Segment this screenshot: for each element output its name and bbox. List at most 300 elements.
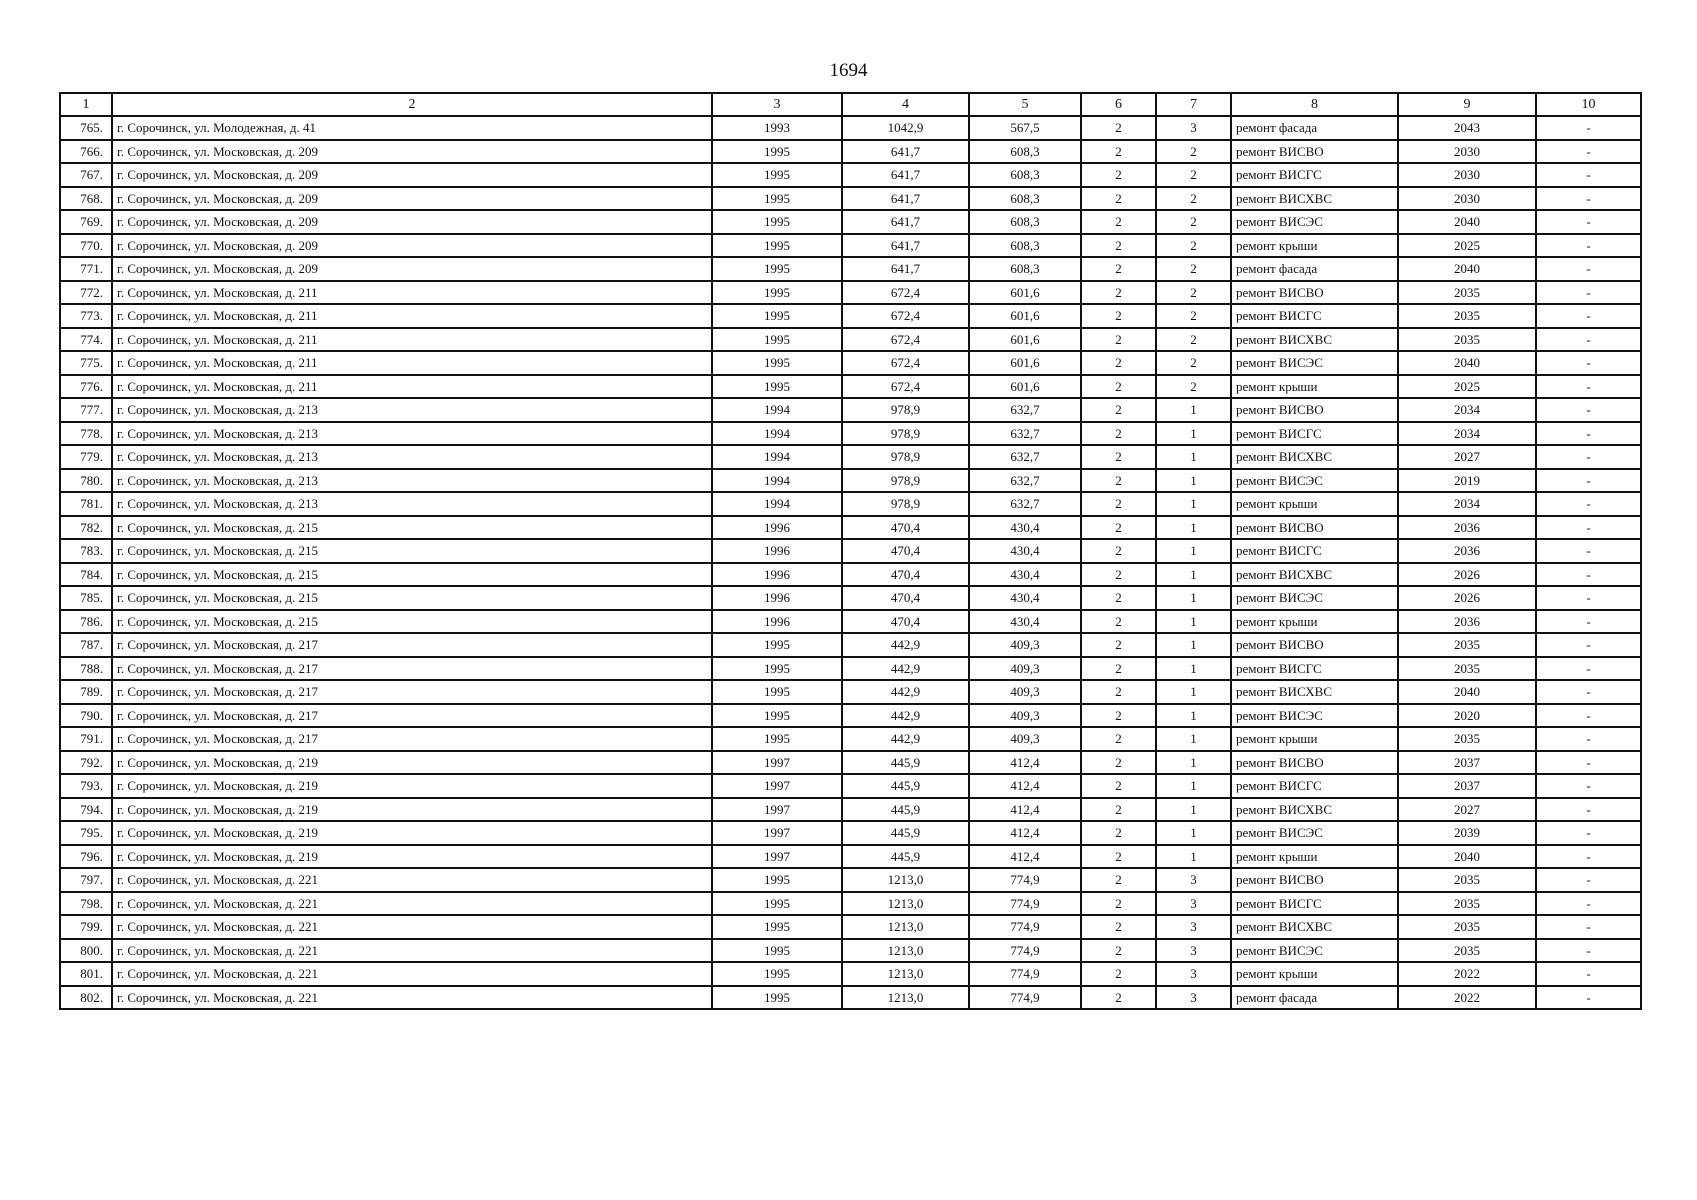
work-type-cell: ремонт ВИСХВС [1231, 563, 1398, 587]
floors-cell: 2 [1081, 868, 1156, 892]
living-area-cell: 567,5 [969, 116, 1081, 140]
build-year-cell: 1995 [712, 727, 842, 751]
build-year-cell: 1995 [712, 304, 842, 328]
build-year-cell: 1995 [712, 657, 842, 681]
entrances-cell: 2 [1156, 375, 1231, 399]
deadline-year-cell: 2022 [1398, 986, 1536, 1010]
row-number-cell: 780. [60, 469, 112, 493]
living-area-cell: 632,7 [969, 469, 1081, 493]
note-cell: - [1536, 398, 1641, 422]
floors-cell: 2 [1081, 986, 1156, 1010]
row-number-cell: 775. [60, 351, 112, 375]
address-cell: г. Сорочинск, ул. Московская, д. 209 [112, 257, 712, 281]
deadline-year-cell: 2040 [1398, 351, 1536, 375]
build-year-cell: 1996 [712, 610, 842, 634]
table-row [60, 633, 1641, 657]
total-area-cell: 445,9 [842, 751, 969, 775]
note-cell: - [1536, 915, 1641, 939]
column-header: 6 [1081, 93, 1156, 116]
work-type-cell: ремонт фасада [1231, 986, 1398, 1010]
row-number-cell: 783. [60, 539, 112, 563]
row-number-cell: 801. [60, 962, 112, 986]
build-year-cell: 1995 [712, 915, 842, 939]
entrances-cell: 1 [1156, 704, 1231, 728]
floors-cell: 2 [1081, 727, 1156, 751]
build-year-cell: 1995 [712, 986, 842, 1010]
work-type-cell: ремонт фасада [1231, 257, 1398, 281]
floors-cell: 2 [1081, 234, 1156, 258]
row-number-cell: 787. [60, 633, 112, 657]
total-area-cell: 442,9 [842, 704, 969, 728]
floors-cell: 2 [1081, 516, 1156, 540]
note-cell: - [1536, 234, 1641, 258]
build-year-cell: 1994 [712, 398, 842, 422]
table-row [60, 281, 1641, 305]
deadline-year-cell: 2026 [1398, 586, 1536, 610]
living-area-cell: 412,4 [969, 751, 1081, 775]
table-row [60, 845, 1641, 869]
address-cell: г. Сорочинск, ул. Московская, д. 217 [112, 727, 712, 751]
table-row [60, 892, 1641, 916]
living-area-cell: 774,9 [969, 939, 1081, 963]
note-cell: - [1536, 774, 1641, 798]
address-cell: г. Сорочинск, ул. Московская, д. 209 [112, 140, 712, 164]
living-area-cell: 608,3 [969, 187, 1081, 211]
work-type-cell: ремонт ВИСГС [1231, 657, 1398, 681]
address-cell: г. Сорочинск, ул. Московская, д. 213 [112, 492, 712, 516]
build-year-cell: 1995 [712, 962, 842, 986]
work-type-cell: ремонт ВИСВО [1231, 398, 1398, 422]
total-area-cell: 641,7 [842, 257, 969, 281]
work-type-cell: ремонт ВИСХВС [1231, 445, 1398, 469]
floors-cell: 2 [1081, 962, 1156, 986]
build-year-cell: 1995 [712, 210, 842, 234]
work-type-cell: ремонт крыши [1231, 234, 1398, 258]
note-cell: - [1536, 469, 1641, 493]
work-type-cell: ремонт ВИСЭС [1231, 704, 1398, 728]
column-header: 10 [1536, 93, 1641, 116]
work-type-cell: ремонт крыши [1231, 492, 1398, 516]
address-cell: г. Сорочинск, ул. Московская, д. 209 [112, 187, 712, 211]
row-number-cell: 765. [60, 116, 112, 140]
entrances-cell: 1 [1156, 680, 1231, 704]
build-year-cell: 1995 [712, 351, 842, 375]
address-cell: г. Сорочинск, ул. Московская, д. 219 [112, 821, 712, 845]
build-year-cell: 1995 [712, 328, 842, 352]
table-row [60, 915, 1641, 939]
row-number-cell: 773. [60, 304, 112, 328]
table-row [60, 328, 1641, 352]
work-type-cell: ремонт крыши [1231, 610, 1398, 634]
deadline-year-cell: 2043 [1398, 116, 1536, 140]
row-number-cell: 800. [60, 939, 112, 963]
floors-cell: 2 [1081, 187, 1156, 211]
address-cell: г. Сорочинск, ул. Московская, д. 215 [112, 539, 712, 563]
address-cell: г. Сорочинск, ул. Московская, д. 221 [112, 892, 712, 916]
table-row [60, 516, 1641, 540]
row-number-cell: 791. [60, 727, 112, 751]
note-cell: - [1536, 986, 1641, 1010]
row-number-cell: 781. [60, 492, 112, 516]
total-area-cell: 442,9 [842, 727, 969, 751]
living-area-cell: 774,9 [969, 915, 1081, 939]
build-year-cell: 1995 [712, 375, 842, 399]
note-cell: - [1536, 116, 1641, 140]
build-year-cell: 1996 [712, 516, 842, 540]
row-number-cell: 767. [60, 163, 112, 187]
living-area-cell: 601,6 [969, 281, 1081, 305]
deadline-year-cell: 2040 [1398, 210, 1536, 234]
total-area-cell: 641,7 [842, 163, 969, 187]
table-row [60, 939, 1641, 963]
deadline-year-cell: 2019 [1398, 469, 1536, 493]
note-cell: - [1536, 680, 1641, 704]
floors-cell: 2 [1081, 469, 1156, 493]
note-cell: - [1536, 351, 1641, 375]
note-cell: - [1536, 516, 1641, 540]
table-row [60, 539, 1641, 563]
total-area-cell: 672,4 [842, 351, 969, 375]
address-cell: г. Сорочинск, ул. Московская, д. 219 [112, 845, 712, 869]
total-area-cell: 978,9 [842, 469, 969, 493]
row-number-cell: 799. [60, 915, 112, 939]
note-cell: - [1536, 163, 1641, 187]
living-area-cell: 409,3 [969, 633, 1081, 657]
deadline-year-cell: 2030 [1398, 187, 1536, 211]
work-type-cell: ремонт ВИСЭС [1231, 586, 1398, 610]
column-header: 9 [1398, 93, 1536, 116]
work-type-cell: ремонт ВИСВО [1231, 633, 1398, 657]
register-table [59, 92, 1642, 1010]
table-row [60, 657, 1641, 681]
entrances-cell: 2 [1156, 210, 1231, 234]
floors-cell: 2 [1081, 821, 1156, 845]
total-area-cell: 672,4 [842, 375, 969, 399]
row-number-cell: 782. [60, 516, 112, 540]
page-number: 1694 [829, 60, 868, 81]
column-header: 5 [969, 93, 1081, 116]
table-row [60, 727, 1641, 751]
work-type-cell: ремонт ВИСЭС [1231, 821, 1398, 845]
living-area-cell: 774,9 [969, 986, 1081, 1010]
row-number-cell: 771. [60, 257, 112, 281]
note-cell: - [1536, 633, 1641, 657]
total-area-cell: 470,4 [842, 516, 969, 540]
note-cell: - [1536, 492, 1641, 516]
living-area-cell: 608,3 [969, 163, 1081, 187]
table-row [60, 210, 1641, 234]
row-number-cell: 788. [60, 657, 112, 681]
deadline-year-cell: 2034 [1398, 398, 1536, 422]
total-area-cell: 470,4 [842, 539, 969, 563]
table-row [60, 351, 1641, 375]
living-area-cell: 601,6 [969, 375, 1081, 399]
address-cell: г. Сорочинск, ул. Московская, д. 213 [112, 398, 712, 422]
build-year-cell: 1996 [712, 539, 842, 563]
table-row [60, 422, 1641, 446]
address-cell: г. Сорочинск, ул. Московская, д. 217 [112, 657, 712, 681]
floors-cell: 2 [1081, 445, 1156, 469]
table-row [60, 445, 1641, 469]
table-row [60, 163, 1641, 187]
note-cell: - [1536, 563, 1641, 587]
work-type-cell: ремонт ВИСХВС [1231, 328, 1398, 352]
total-area-cell: 641,7 [842, 140, 969, 164]
table-row [60, 187, 1641, 211]
living-area-cell: 608,3 [969, 234, 1081, 258]
entrances-cell: 3 [1156, 915, 1231, 939]
total-area-cell: 1213,0 [842, 892, 969, 916]
address-cell: г. Сорочинск, ул. Московская, д. 215 [112, 610, 712, 634]
address-cell: г. Сорочинск, ул. Московская, д. 219 [112, 751, 712, 775]
row-number-cell: 789. [60, 680, 112, 704]
row-number-cell: 794. [60, 798, 112, 822]
row-number-cell: 802. [60, 986, 112, 1010]
floors-cell: 2 [1081, 257, 1156, 281]
row-number-cell: 786. [60, 610, 112, 634]
note-cell: - [1536, 798, 1641, 822]
entrances-cell: 1 [1156, 586, 1231, 610]
note-cell: - [1536, 751, 1641, 775]
note-cell: - [1536, 187, 1641, 211]
deadline-year-cell: 2034 [1398, 492, 1536, 516]
floors-cell: 2 [1081, 281, 1156, 305]
living-area-cell: 632,7 [969, 422, 1081, 446]
total-area-cell: 641,7 [842, 187, 969, 211]
deadline-year-cell: 2039 [1398, 821, 1536, 845]
build-year-cell: 1994 [712, 422, 842, 446]
entrances-cell: 3 [1156, 868, 1231, 892]
note-cell: - [1536, 727, 1641, 751]
total-area-cell: 442,9 [842, 680, 969, 704]
entrances-cell: 1 [1156, 563, 1231, 587]
address-cell: г. Сорочинск, ул. Московская, д. 215 [112, 586, 712, 610]
deadline-year-cell: 2037 [1398, 751, 1536, 775]
work-type-cell: ремонт крыши [1231, 845, 1398, 869]
floors-cell: 2 [1081, 492, 1156, 516]
column-header: 4 [842, 93, 969, 116]
table-row [60, 821, 1641, 845]
build-year-cell: 1995 [712, 163, 842, 187]
living-area-cell: 430,4 [969, 539, 1081, 563]
total-area-cell: 672,4 [842, 304, 969, 328]
build-year-cell: 1995 [712, 234, 842, 258]
entrances-cell: 2 [1156, 281, 1231, 305]
living-area-cell: 412,4 [969, 798, 1081, 822]
build-year-cell: 1995 [712, 633, 842, 657]
build-year-cell: 1995 [712, 680, 842, 704]
address-cell: г. Сорочинск, ул. Московская, д. 217 [112, 704, 712, 728]
note-cell: - [1536, 375, 1641, 399]
entrances-cell: 3 [1156, 962, 1231, 986]
work-type-cell: ремонт ВИСВО [1231, 868, 1398, 892]
floors-cell: 2 [1081, 845, 1156, 869]
build-year-cell: 1995 [712, 187, 842, 211]
address-cell: г. Сорочинск, ул. Московская, д. 211 [112, 281, 712, 305]
table-row [60, 680, 1641, 704]
address-cell: г. Сорочинск, ул. Молодежная, д. 41 [112, 116, 712, 140]
living-area-cell: 774,9 [969, 892, 1081, 916]
row-number-cell: 784. [60, 563, 112, 587]
entrances-cell: 1 [1156, 633, 1231, 657]
address-cell: г. Сорочинск, ул. Московская, д. 211 [112, 328, 712, 352]
build-year-cell: 1995 [712, 892, 842, 916]
total-area-cell: 442,9 [842, 633, 969, 657]
entrances-cell: 1 [1156, 516, 1231, 540]
build-year-cell: 1996 [712, 586, 842, 610]
entrances-cell: 1 [1156, 845, 1231, 869]
floors-cell: 2 [1081, 680, 1156, 704]
total-area-cell: 1213,0 [842, 868, 969, 892]
floors-cell: 2 [1081, 798, 1156, 822]
total-area-cell: 1213,0 [842, 962, 969, 986]
row-number-cell: 790. [60, 704, 112, 728]
table-body [60, 116, 1641, 1009]
row-number-cell: 796. [60, 845, 112, 869]
row-number-cell: 772. [60, 281, 112, 305]
floors-cell: 2 [1081, 610, 1156, 634]
row-number-cell: 766. [60, 140, 112, 164]
row-number-cell: 774. [60, 328, 112, 352]
work-type-cell: ремонт ВИСГС [1231, 422, 1398, 446]
table-row [60, 962, 1641, 986]
living-area-cell: 632,7 [969, 492, 1081, 516]
total-area-cell: 978,9 [842, 445, 969, 469]
deadline-year-cell: 2035 [1398, 892, 1536, 916]
floors-cell: 2 [1081, 351, 1156, 375]
note-cell: - [1536, 328, 1641, 352]
deadline-year-cell: 2027 [1398, 798, 1536, 822]
deadline-year-cell: 2020 [1398, 704, 1536, 728]
deadline-year-cell: 2035 [1398, 939, 1536, 963]
row-number-cell: 769. [60, 210, 112, 234]
note-cell: - [1536, 281, 1641, 305]
deadline-year-cell: 2036 [1398, 610, 1536, 634]
entrances-cell: 1 [1156, 398, 1231, 422]
deadline-year-cell: 2040 [1398, 680, 1536, 704]
living-area-cell: 774,9 [969, 868, 1081, 892]
row-number-cell: 795. [60, 821, 112, 845]
total-area-cell: 672,4 [842, 281, 969, 305]
floors-cell: 2 [1081, 657, 1156, 681]
build-year-cell: 1994 [712, 492, 842, 516]
build-year-cell: 1997 [712, 774, 842, 798]
deadline-year-cell: 2036 [1398, 539, 1536, 563]
floors-cell: 2 [1081, 163, 1156, 187]
deadline-year-cell: 2026 [1398, 563, 1536, 587]
table-row [60, 492, 1641, 516]
note-cell: - [1536, 445, 1641, 469]
row-number-cell: 768. [60, 187, 112, 211]
entrances-cell: 2 [1156, 328, 1231, 352]
deadline-year-cell: 2035 [1398, 915, 1536, 939]
address-cell: г. Сорочинск, ул. Московская, д. 215 [112, 563, 712, 587]
living-area-cell: 632,7 [969, 445, 1081, 469]
build-year-cell: 1993 [712, 116, 842, 140]
address-cell: г. Сорочинск, ул. Московская, д. 211 [112, 375, 712, 399]
entrances-cell: 1 [1156, 657, 1231, 681]
table-row [60, 986, 1641, 1010]
total-area-cell: 445,9 [842, 774, 969, 798]
note-cell: - [1536, 704, 1641, 728]
entrances-cell: 3 [1156, 986, 1231, 1010]
entrances-cell: 1 [1156, 751, 1231, 775]
living-area-cell: 774,9 [969, 962, 1081, 986]
work-type-cell: ремонт ВИСГС [1231, 539, 1398, 563]
work-type-cell: ремонт фасада [1231, 116, 1398, 140]
table-row [60, 868, 1641, 892]
entrances-cell: 1 [1156, 445, 1231, 469]
address-cell: г. Сорочинск, ул. Московская, д. 219 [112, 798, 712, 822]
build-year-cell: 1995 [712, 257, 842, 281]
table-row [60, 751, 1641, 775]
work-type-cell: ремонт ВИСЭС [1231, 469, 1398, 493]
work-type-cell: ремонт ВИСХВС [1231, 915, 1398, 939]
entrances-cell: 1 [1156, 821, 1231, 845]
note-cell: - [1536, 845, 1641, 869]
total-area-cell: 470,4 [842, 563, 969, 587]
total-area-cell: 445,9 [842, 821, 969, 845]
table-row [60, 586, 1641, 610]
note-cell: - [1536, 586, 1641, 610]
living-area-cell: 412,4 [969, 774, 1081, 798]
total-area-cell: 1042,9 [842, 116, 969, 140]
entrances-cell: 1 [1156, 539, 1231, 563]
living-area-cell: 409,3 [969, 727, 1081, 751]
floors-cell: 2 [1081, 586, 1156, 610]
table-row [60, 774, 1641, 798]
work-type-cell: ремонт ВИСГС [1231, 774, 1398, 798]
table-row [60, 234, 1641, 258]
deadline-year-cell: 2027 [1398, 445, 1536, 469]
entrances-cell: 3 [1156, 892, 1231, 916]
address-cell: г. Сорочинск, ул. Московская, д. 221 [112, 868, 712, 892]
deadline-year-cell: 2040 [1398, 845, 1536, 869]
floors-cell: 2 [1081, 751, 1156, 775]
note-cell: - [1536, 868, 1641, 892]
column-header: 2 [112, 93, 712, 116]
floors-cell: 2 [1081, 328, 1156, 352]
total-area-cell: 470,4 [842, 586, 969, 610]
row-number-cell: 778. [60, 422, 112, 446]
floors-cell: 2 [1081, 939, 1156, 963]
address-cell: г. Сорочинск, ул. Московская, д. 213 [112, 445, 712, 469]
table-row [60, 375, 1641, 399]
total-area-cell: 978,9 [842, 492, 969, 516]
row-number-cell: 792. [60, 751, 112, 775]
entrances-cell: 1 [1156, 774, 1231, 798]
address-cell: г. Сорочинск, ул. Московская, д. 211 [112, 351, 712, 375]
floors-cell: 2 [1081, 116, 1156, 140]
entrances-cell: 2 [1156, 234, 1231, 258]
deadline-year-cell: 2035 [1398, 281, 1536, 305]
table-row [60, 704, 1641, 728]
deadline-year-cell: 2035 [1398, 727, 1536, 751]
floors-cell: 2 [1081, 422, 1156, 446]
work-type-cell: ремонт ВИСХВС [1231, 680, 1398, 704]
total-area-cell: 1213,0 [842, 986, 969, 1010]
total-area-cell: 442,9 [842, 657, 969, 681]
living-area-cell: 601,6 [969, 328, 1081, 352]
row-number-cell: 776. [60, 375, 112, 399]
floors-cell: 2 [1081, 375, 1156, 399]
entrances-cell: 1 [1156, 727, 1231, 751]
deadline-year-cell: 2035 [1398, 328, 1536, 352]
address-cell: г. Сорочинск, ул. Московская, д. 209 [112, 163, 712, 187]
work-type-cell: ремонт ВИСХВС [1231, 187, 1398, 211]
deadline-year-cell: 2022 [1398, 962, 1536, 986]
total-area-cell: 445,9 [842, 845, 969, 869]
